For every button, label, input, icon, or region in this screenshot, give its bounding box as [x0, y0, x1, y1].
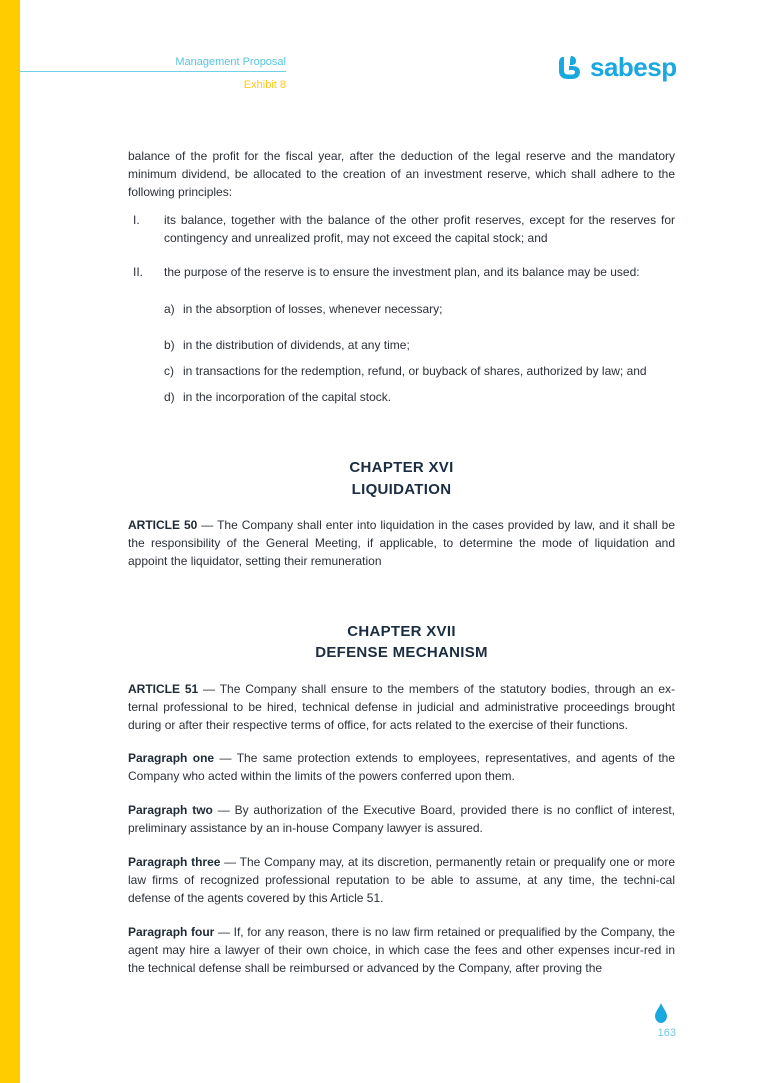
use-c-text: in transactions for the redemption, refund, or buyback of shares, authorized by law; and [183, 364, 647, 378]
article-51-text: — The Company shall ensure to the members of the statutory bodies, through an ex-ternal professional to be hired, technical defense in judicial and administrative proceedings brought during or after their respective terms of office, for acts related to the exercise of their functions. [128, 682, 675, 732]
water-drop-icon [654, 1003, 668, 1023]
use-d-text: in the incorporation of the capital stock. [183, 390, 392, 404]
yellow-side-bar [0, 0, 20, 1083]
paragraph-one [128, 749, 675, 785]
paragraph-two-text: — By authorization of the Executive Board, provided there is no conflict of interest, preliminary assistance by an in-house Company lawyer is assured. [128, 803, 675, 835]
paragraph-four [128, 923, 675, 977]
use-d-letter: d) [164, 390, 175, 404]
article-51-label: ARTICLE 51 [128, 682, 199, 696]
principle-1-text: its balance, together with the balance of the other profit reserves, except for the reserves for contingency and unrealized profit, may not exceed the capital stock; and [164, 213, 675, 245]
use-b-letter: b) [164, 338, 175, 352]
paragraph-one-text: — The same protection extends to employees, representatives, and agents of the Company who acted within the limits of the powers conferred upon them. [128, 751, 676, 783]
header-exhibit: Exhibit 8 [243, 79, 286, 91]
paragraph-three [128, 853, 675, 907]
paragraph-three-text: — The Company may, at its discretion, permanently retain or prequalify one or more law firms of recognized professional reputation to be able to assume, at any time, the techni-cal defense of the agents covered by this Article 51. [128, 855, 675, 905]
article-50-label: ARTICLE 50 [128, 518, 198, 532]
chapter-16-title: LIQUIDATION [351, 481, 452, 498]
article-51 [128, 680, 675, 734]
header-title: Management Proposal [175, 56, 286, 68]
paragraph-four-label: Paragraph four [128, 925, 215, 939]
use-a-letter: a) [164, 302, 175, 316]
article-50-text: — The Company shall enter into liquidation in the cases provided by law, and it shall be the responsibility of the General Meeting, if applicable, to determine the mode of liquidation and appoint the liquidator, setting their remuneration [128, 518, 675, 568]
article-50 [128, 516, 675, 570]
header-rule [20, 71, 286, 72]
principle-2-text: the purpose of the reserve is to ensure the investment plan, and its balance may be used: [164, 265, 640, 279]
sabesp-logo-icon [558, 54, 584, 80]
principle-1-number: I. [133, 213, 140, 227]
sabesp-logo [558, 50, 677, 84]
sabesp-logo-text: sabesp [590, 51, 677, 82]
use-c-letter: c) [164, 364, 174, 378]
paragraph-one-label: Paragraph one [128, 751, 215, 765]
page-number: 163 [657, 1027, 676, 1039]
principle-2-number: II. [133, 265, 144, 279]
paragraph-two-label: Paragraph two [128, 803, 213, 817]
chapter-17-title: DEFENSE MECHANISM [315, 644, 488, 661]
paragraph-two [128, 801, 675, 837]
paragraph-four-text: — If, for any reason, there is no law firm retained or prequalified by the Company, the agent may hire a lawyer of their own choice, in which case the fees and other expenses incur-red in the technical defense shall be reimbursed or advanced by the Company, after proving the [128, 925, 676, 975]
paragraph-three-label: Paragraph three [128, 855, 221, 869]
use-b-text: in the distribution of dividends, at any time; [183, 338, 410, 352]
chapter-16-number: CHAPTER XVI [349, 459, 454, 476]
chapter-17-number: CHAPTER XVII [347, 623, 456, 640]
use-a-text: in the absorption of losses, whenever necessary; [183, 302, 443, 316]
intro-paragraph: balance of the profit for the fiscal year, after the deduction of the legal reserve and the mandatory minimum dividend, be allocated to the creation of an investment reserve, which shall adhere to the following principles: [128, 149, 675, 199]
